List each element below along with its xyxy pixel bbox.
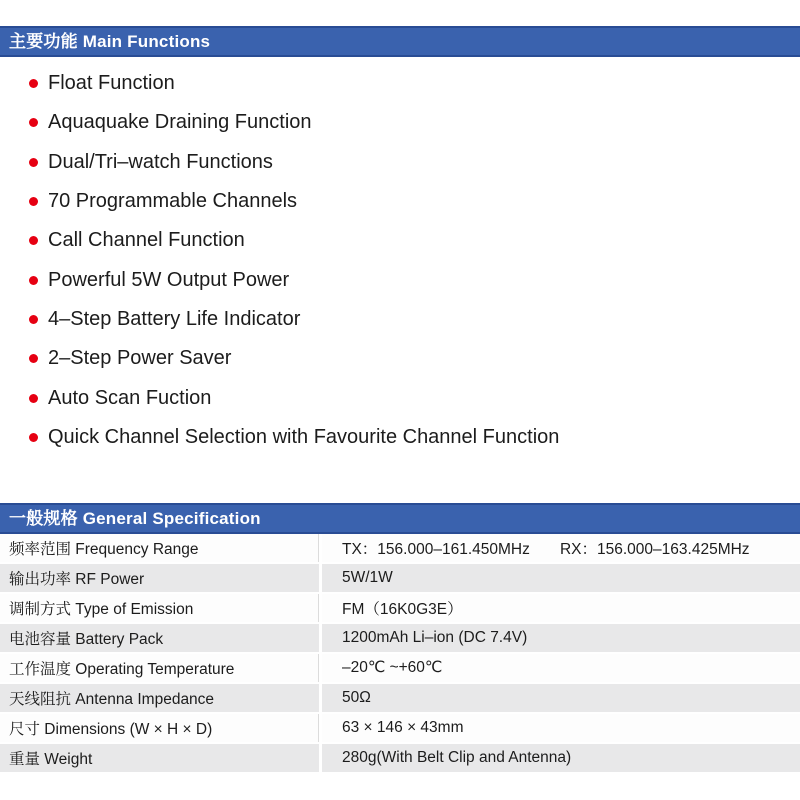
list-item [0, 260, 800, 299]
spec-label: 输出功率 RF Power [0, 564, 322, 592]
bullet-icon [29, 197, 38, 206]
spec-value: FM（16K0G3E） [342, 600, 463, 618]
feature-label: Aquaquake Draining Function [48, 111, 312, 134]
list-item [0, 221, 800, 260]
list-item [0, 64, 800, 103]
table-row [0, 594, 800, 624]
list-item [0, 143, 800, 182]
spec-value: 5W/1W [342, 568, 393, 586]
spec-label: 天线阻抗 Antenna Impedance [0, 684, 322, 712]
bullet-icon [29, 315, 38, 324]
feature-label: 4–Step Battery Life Indicator [48, 307, 301, 330]
list-item [0, 418, 800, 457]
list-item [0, 103, 800, 142]
bullet-icon [29, 236, 38, 245]
feature-label: Float Function [48, 72, 175, 95]
spec-label: 调制方式 Type of Emission [0, 594, 322, 622]
spec-value: 1200mAh Li–ion (DC 7.4V) [342, 628, 528, 646]
list-item [0, 339, 800, 378]
main-functions-header: 主要功能 Main Functions [0, 26, 800, 57]
feature-label: Quick Channel Selection with Favourite Channel Function [48, 425, 560, 448]
feature-label: 70 Programmable Channels [48, 190, 298, 213]
bullet-icon [29, 79, 38, 88]
main-functions-list [0, 57, 800, 457]
table-row [0, 744, 800, 774]
bullet-icon [29, 433, 38, 442]
spec-value: 63 × 146 × 43mm [342, 718, 464, 736]
table-row [0, 564, 800, 594]
bullet-icon [29, 354, 38, 363]
table-row [0, 714, 800, 744]
spec-label: 频率范围 Frequency Range [0, 534, 322, 562]
list-item [0, 182, 800, 221]
table-row [0, 534, 800, 564]
bullet-icon [29, 276, 38, 285]
spec-value: 50Ω [342, 688, 371, 706]
general-specification-header: 一般规格 General Specification [0, 503, 800, 534]
spec-label: 工作温度 Operating Temperature [0, 654, 322, 682]
specification-table [0, 534, 800, 774]
spec-label: 重量 Weight [0, 744, 322, 772]
bullet-icon [29, 158, 38, 167]
feature-label: Powerful 5W Output Power [48, 268, 290, 291]
spec-label: 尺寸 Dimensions (W × H × D) [0, 714, 322, 742]
table-row [0, 624, 800, 654]
list-item [0, 300, 800, 339]
table-row [0, 654, 800, 684]
feature-label: 2–Step Power Saver [48, 347, 232, 370]
bullet-icon [29, 394, 38, 403]
spec-value: –20℃ ~+60℃ [342, 659, 443, 677]
feature-label: Auto Scan Fuction [48, 386, 212, 409]
bullet-icon [29, 118, 38, 127]
table-row [0, 684, 800, 714]
spec-value: TX：156.000–161.450MHz RX：156.000–163.425MHz [342, 540, 750, 558]
spec-value: 280g(With Belt Clip and Antenna) [342, 748, 572, 766]
list-item [0, 378, 800, 417]
feature-label: Dual/Tri–watch Functions [48, 150, 273, 173]
feature-label: Call Channel Function [48, 229, 245, 252]
spec-label: 电池容量 Battery Pack [0, 624, 322, 652]
